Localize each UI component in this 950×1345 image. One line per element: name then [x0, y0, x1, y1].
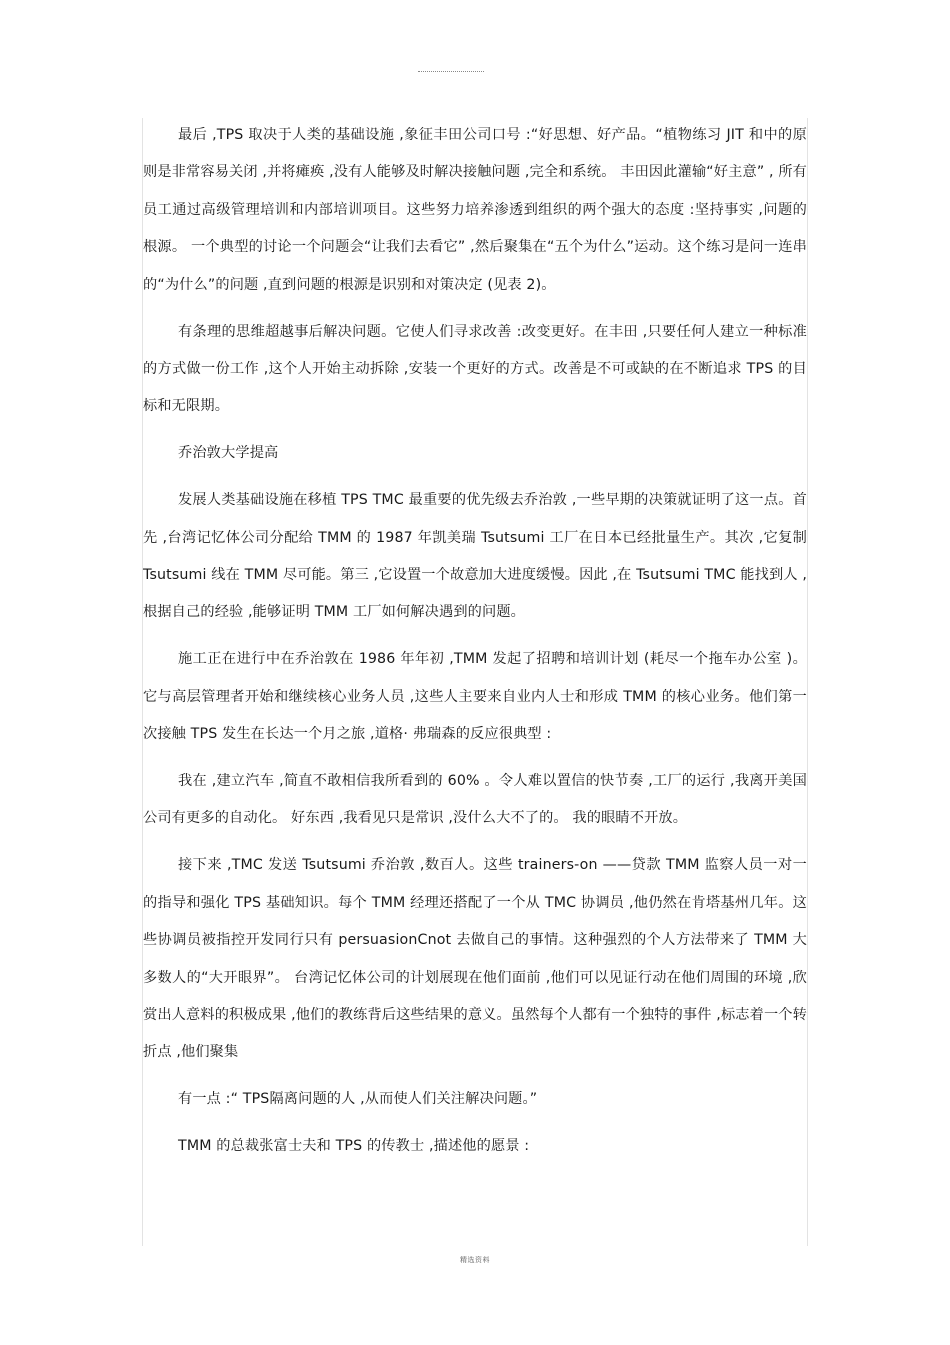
paragraph-kaizen: 有条理的思维超越事后解决问题。它使人们寻求改善 :改变更好。在丰田 ,只要任何人建立一种标准的方式做一份工作 ,这个人开始主动拆除 ,安装一个更好的方式。改善是不可或缺的在不断追求 TPS 的目标和无限期。	[143, 323, 807, 415]
paragraph-tsutsumi-transfer: 发展人类基础设施在移植 TPS TMC 最重要的优先级去乔治敦 ,一些早期的决策就证明了这一点。首先 ,台湾记忆体公司分配给 TMM 的 1987 年凯美瑞 Tsutsumi 工厂在日本已经批量生产。其次 ,它复制 Tsutsumi 线在 TMM 尽可能。第三 ,它设置一个故意加大进度缓慢。因此 ,在 Tsutsumi TMC 能找到人 ,根据自己的经验 ,能够证明 TMM 工厂如何解决遇到的问题。	[143, 492, 807, 621]
header-rule	[418, 71, 484, 72]
section-heading-georgetown: 乔治敦大学提高	[178, 445, 279, 462]
paragraph-tps-infrastructure: 最后 ,TPS 取决于人类的基础设施 ,象征丰田公司口号 :“好思想、好产品。“植物练习 JIT 和中的原则是非常容易关闭 ,并将瘫痪 ,没有人能够及时解决接触问题 ,完全和系统。 丰田因此灌输“好主意” , 所有员工通过高级管理培训和内部培训项目。这些努力培养渗透到组织的两个强大的态度 :坚持事实 ,问题的根源。 一个典型的讨论一个问题会“让我们去看它” ,然后聚集在“五个为什么”运动。这个练习是问一连串的“为什么”的问题 ,直到问题的根源是识别和对策决定 (见表 2)。	[143, 127, 807, 293]
paragraph-trainers: 接下来 ,TMC 发送 Tsutsumi 乔治敦 ,数百人。这些 trainers-on ——贷款 TMM 监察人员一对一的指导和强化 TPS 基础知识。每个 TMM 经理还搭配了一个从 TMC 协调员 ,他仍然在肯塔基州几年。这些协调员被指控开发同行只有 persuasionCnot 去做自己的事情。这种强烈的个人方法带来了 TMM 大多数人的“大开眼界”。 台湾记忆体公司的计划展现在他们面前 ,他们可以见证行动在他们周围的环境 ,欣赏出人意料的积极成果 ,他们的教练背后这些结果的意义。虽然每个人都有一个独特的事件 ,标志着一个转折点 ,他们聚集	[143, 857, 807, 1061]
paragraph-president-vision: TMM 的总裁张富士夫和 TPS 的传教士 ,描述他的愿景 :	[178, 1138, 530, 1155]
page-footer: 精选资料	[460, 1256, 490, 1264]
document-body	[143, 117, 807, 1175]
paragraph-quote-friesen: 我在 ,建立汽车 ,简直不敢相信我所看到的 60% 。令人难以置信的快节奏 ,工厂的运行 ,我离开美国公司有更多的自动化。 好东西 ,我看见只是常识 ,没什么大不了的。 我的眼睛不开放。	[143, 773, 807, 827]
paragraph-tps-point: 有一点 :“ TPS隔离问题的人 ,从而使人们关注解决问题。”	[178, 1091, 538, 1108]
paragraph-recruiting: 施工正在进行中在乔治敦在 1986 年年初 ,TMM 发起了招聘和培训计划 (耗尽一个拖车办公室 )。它与高层管理者开始和继续核心业务人员 ,这些人主要来自业内人士和形成 TMM 的核心业务。他们第一次接触 TPS 发生在长达一个月之旅 ,道格· 弗瑞森的反应很典型 :	[143, 651, 807, 743]
